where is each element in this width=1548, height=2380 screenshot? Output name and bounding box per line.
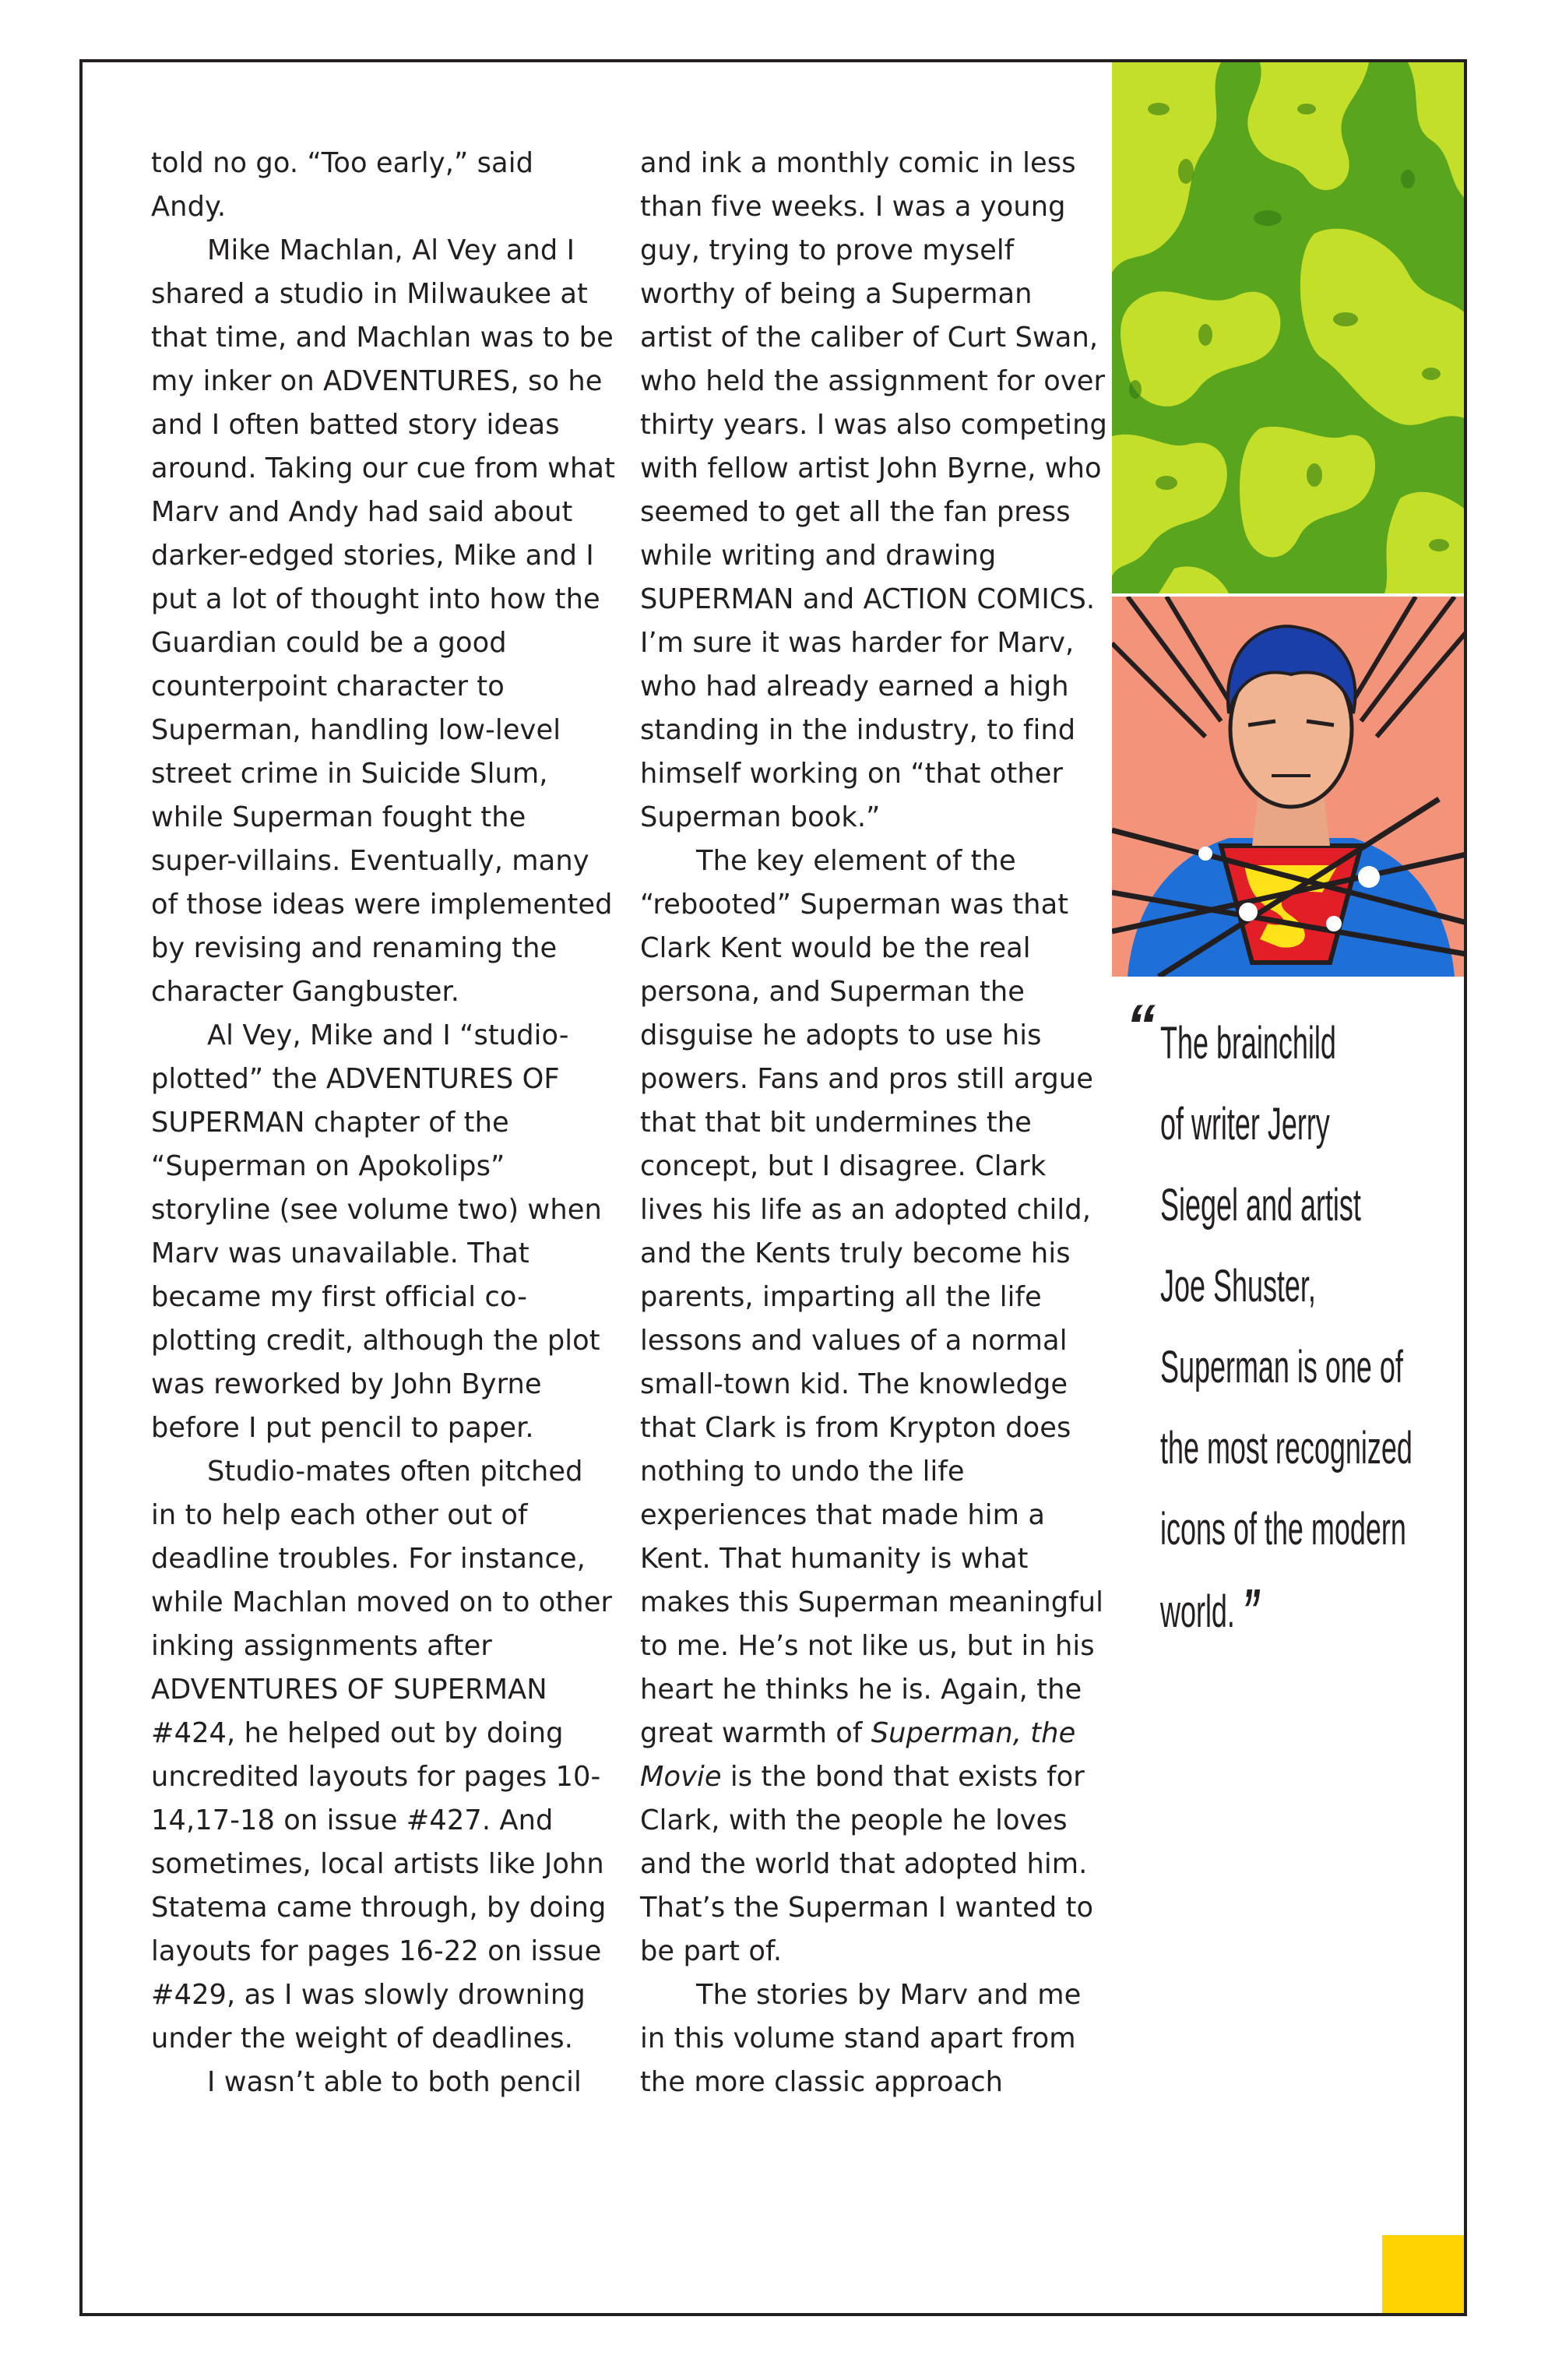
yellow-corner-tab: [1382, 2235, 1467, 2316]
superman-illustration: [1112, 597, 1467, 977]
pull-quote: [1112, 992, 1467, 1693]
pull-quote-line: of writer Jerry: [1160, 1099, 1330, 1150]
paragraph: Studio-mates often pitched in to help each other out of deadline troubles. For instance, while Machlan moved on to other inking assignments after ADVENTURES OF SUPERMAN #424, he helped out by doing uncredited layouts for pages 10-14,17-18 on issue #427. And sometimes, local artists like John Statema came through, by doing layouts for pages 16-22 on issue #429, as I was slowly drowning under the weight of deadlines.: [151, 1456, 613, 2054]
page-frame: [79, 59, 1467, 2316]
pull-quote-line: Joe Shuster,: [1160, 1261, 1316, 1311]
paragraph: Mike Machlan, Al Vey and I shared a studio in Milwaukee at that time, and Machlan was to be my inker on ADVENTURES, so he and I often batted story ideas around. Taking our cue from what Marv and Andy had said about darker-edged stories, Mike and I put a lot of thought into how the Guardian could be a good counterpoint character to Superman, handling low-level street crime in Suicide Slum, while Superman fought the super-villains. Eventually, many of those ideas were implemented by revising and renaming the character Gangbuster.: [151, 234, 615, 1008]
text-column-middle: [640, 142, 1107, 2104]
pull-quote-line: the most recognized: [1160, 1423, 1413, 1473]
paragraph-text: The key element of the “rebooted” Superman was that Clark Kent would be the real persona, and Superman the disguise he adopts to use his powers. Fans and pros still argue that that bit undermines the concept, but I disagree. Clark lives his life as an adopted child, and the Kents truly become his parents, imparting all the life lessons and values of a normal small-town kid. The knowledge that Clark is from Krypton does nothing to undo the life experiences that made him a Kent. That humanity is what makes this Superman meaningful to me. He’s not like us, but in his heart he thinks he is. Again, the great warmth of: [640, 845, 1103, 1749]
paragraph: Al Vey, Mike and I “studio-plotted” the ADVENTURES OF SUPERMAN chapter of the “Superman on Apokolips” storyline (see volume two) when Marv was unavailable. That became my first official co-plotting credit, although the plot was reworked by John Byrne before I put pencil to paper.: [151, 1019, 602, 1444]
paragraph-text: is the bond that exists for Clark, with the people he loves and the world that adopted him. That’s the Superman I wanted to be part of.: [640, 1761, 1094, 1967]
movie-title: Superman, the Movie: [640, 1717, 1076, 1793]
pull-quote-line: icons of the modern: [1160, 1504, 1406, 1554]
quote-open-mark: “: [1126, 993, 1156, 1059]
green-texture-art: [1112, 62, 1467, 593]
pull-quote-line: The brainchild: [1160, 1018, 1336, 1069]
pull-quote-line: Siegel and artist: [1160, 1180, 1361, 1230]
pull-quote-text: [1160, 1003, 1413, 1653]
paragraph: told no go. “Too early,” said Andy.: [151, 147, 534, 223]
paragraph: I wasn’t able to both pencil: [207, 2066, 582, 2098]
pull-quote-last-word: world.: [1160, 1586, 1235, 1637]
pull-quote-line: Superman is one of: [1160, 1342, 1403, 1392]
paragraph: [640, 840, 1107, 1973]
text-column-left: [151, 142, 615, 2104]
pull-quote-line: [1160, 1570, 1349, 1653]
paragraph: The stories by Marv and me in this volume stand apart from the more classic approach: [640, 1979, 1082, 2098]
paragraph: and ink a monthly comic in less than five weeks. I was a young guy, trying to prove myself worthy of being a Superman artist of the caliber of Curt Swan, who held the assignment for over thirty years. I was also competing with fellow artist John Byrne, who seemed to get all the fan press while writing and drawing SUPERMAN and ACTION COMICS. I’m sure it was harder for Marv, who had already earned a high standing in the industry, to find himself working on “that other Superman book.”: [640, 147, 1107, 833]
quote-close-mark: ”: [1241, 1577, 1261, 1643]
